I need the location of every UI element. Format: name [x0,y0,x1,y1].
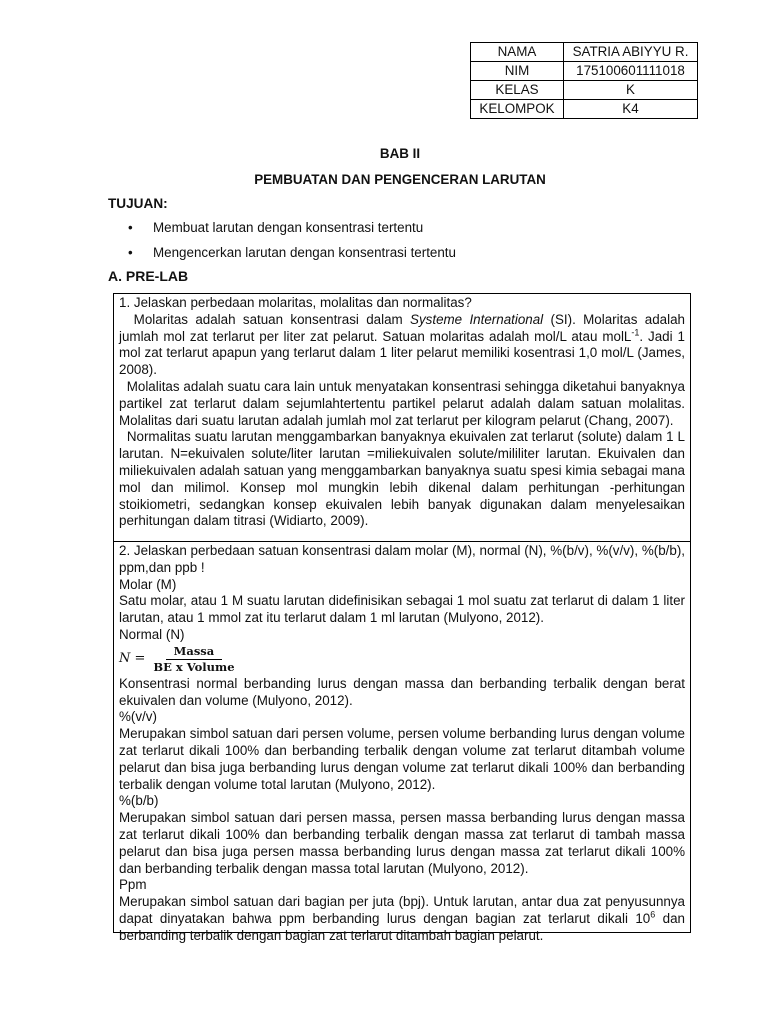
tujuan-item [128,245,456,260]
tujuan-heading: TUJUAN: [108,196,168,211]
identity-value: K [564,81,698,100]
molar-text: Satu molar, atau 1 M suatu larutan didefinisikan sebagai 1 mol suatu zat terlarut di dalam 1 liter larutan, atau 1 mmol zat itu terlarut dalam 1 ml larutan (Mulyono, 2012). [119,593,685,626]
normal-label: Normal (N) [119,626,185,642]
identity-key: KELAS [471,81,564,100]
molaritas-superscript: -1 [631,327,640,338]
identity-row [471,100,698,119]
identity-table [470,42,698,119]
identity-key: KELOMPOK [471,100,564,119]
question-1-box [113,293,691,542]
formula-denominator: BE x Volume [153,660,235,675]
ppm-text-b: dan berbanding terbalik dengan bagian zat terlarut ditambah bagian pelarut. [119,910,686,943]
formula-lhs: N = [119,651,146,667]
identity-key: NIM [471,62,564,81]
vv-text: Merupakan simbol satuan dari persen volume, persen volume berbanding lurus dengan volume zat terlarut dikali 100% dan berbanding terbalik dengan volume zat terlarut ditambah volume pelarut dan bisa juga berbanding lurus dengan volume zat terlarut dikali 100% dan berbanding terbalik dengan volume total larutan (Mulyono, 2012). [119,726,685,792]
molaritas-paragraph [119,311,689,379]
molaritas-text-a: Molaritas adalah satuan konsentrasi dalam [119,311,411,327]
identity-key: NAMA [471,43,564,62]
tujuan-item-text: Membuat larutan dengan konsentrasi tertentu [153,220,424,235]
question-2-box [113,541,691,943]
formula-fraction [153,645,234,674]
molaritas-text-c: . Jadi 1 mol zat terlarut apapun yang terlarut dalam 1 liter pelarut memiliki kosentrasi 1,0 mol/L (James, 2008). [119,328,689,378]
identity-value: 175100601111018 [564,62,698,81]
normal-text: Konsentrasi normal berbanding lurus dengan massa dan berbanding terbalik dengan berat ekuivalen dan volume (Mulyono, 2012). [119,675,685,708]
chapter-number: BAB II [379,146,421,161]
identity-row [471,81,698,100]
bullet-icon: • [128,220,133,235]
question-2-text: 2. Jelaskan perbedaan satuan konsentrasi dalam molar (M), normal (N), %(b/v), %(v/v), %(b/b), ppm,dan ppb ! [119,543,685,575]
prelab-heading: A. PRE-LAB [108,268,189,284]
formula-numerator: Massa [166,645,223,660]
molaritas-text-italic: Systeme International [410,311,544,327]
ppm-paragraph [119,894,685,944]
bb-text: Merupakan simbol satuan dari persen massa, persen massa berbanding lurus dengan massa zat terlarut dikali 100% dan berbanding terbalik dengan massa zat terlarut di tambah massa pelarut dan bisa juga persen massa berbanding lurus dengan massa zat terlarut dikali 100% dan berbanding terbalik dengan massa total larutan (Mulyono, 2012). [119,810,685,876]
ppm-label: Ppm [119,877,147,893]
ppm-text-a: Merupakan simbol satuan dari bagian per juta (bpj). Untuk larutan, antar dua zat penyusunnya dapat dinyatakan bahwa ppm berbanding lurus dengan bagian zat terlarut dikali 10 [119,894,685,926]
vv-label: %(v/v) [119,709,157,725]
identity-value: SATRIA ABIYYU R. [564,43,698,62]
tujuan-item [128,220,423,235]
chapter-title: PEMBUATAN DAN PENGENCERAN LARUTAN [254,172,546,187]
molalitas-paragraph: Molalitas adalah suatu cara lain untuk menyatakan konsentrasi sehingga diketahui banyaknya partikel zat terlarut dalam sejumlahtertentu partikel pelarut adalah dalam satuan molalitas. Molalitas dari suatu larutan adalah jumlah mol zat terlarut per kilogram pelarut (Chang, 2007). [119,378,689,428]
identity-row [471,43,698,62]
identity-row [471,62,698,81]
molaritas-text-b: (SI). Molaritas adalah jumlah mol zat terlarut per liter zat pelarut. Satuan molaritas adalah mol/L atau molL [119,311,689,344]
normalitas-paragraph: Normalitas suatu larutan menggambarkan banyaknya ekuivalen zat terlarut (solute) dalam 1 L larutan. N=ekuivalen solute/liter larutan =miliekuivalen solute/mililiter larutan. Ekuivalen dan miliekuivalen adalah satuan yang menggambarkan banyaknya suatu spesi kimia sebagai mana mol dan milimol. Konsep mol mungkin lebih dikenal dalam perhitungan -perhitungan stoikiometri, sedangkan konsep ekuivalen lebih banyak digunakan dalam menyelesaikan perhitungan dalam titrasi (Widiarto, 2009). [119,429,689,529]
question-1-text: 1. Jelaskan perbedaan molaritas, molalitas dan normalitas? [119,295,472,310]
bb-label: %(b/b) [119,793,159,809]
identity-value: K4 [564,100,698,119]
bullet-icon: • [128,245,133,260]
molar-label: Molar (M) [119,576,177,592]
ppm-superscript: 6 [650,909,656,920]
tujuan-item-text: Mengencerkan larutan dengan konsentrasi tertentu [153,245,456,260]
normality-formula [119,644,685,676]
